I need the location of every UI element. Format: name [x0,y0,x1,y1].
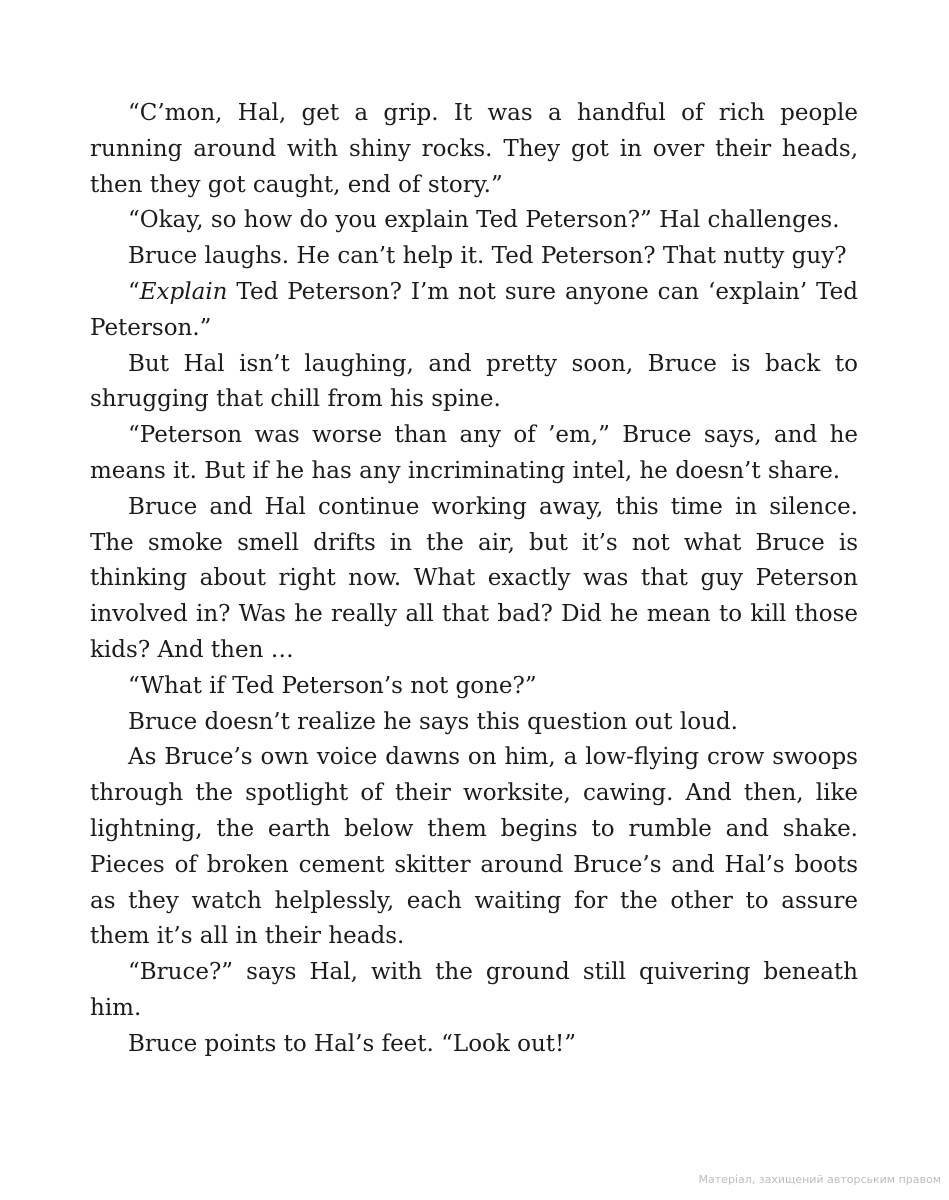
paragraph-8: “What if Ted Peterson’s not gone?” [128,672,537,699]
paragraph-3: Bruce laughs. He can’t help it. Ted Peterson? That nutty guy? [128,243,847,270]
paragraph-10: As Bruce’s own voice dawns on him, a low-flying crow swoops through the spotlight of their worksite, cawing. And then, like lightning, the earth below them begins to rumble and shake. Pieces of broken cement skitter around Bruce’s and Hal’s boots as they watch helplessly, each waiting for the other to assure them it’s all in their heads. [90,744,858,950]
paragraph-4-italic-word: Explain [139,278,228,305]
paragraph-4-open-quote: “ [128,278,140,305]
paragraph-12: Bruce points to Hal’s feet. “Look out!” [128,1030,577,1057]
paragraph-5: But Hal isn’t laughing, and pretty soon, Bruce is back to shrugging that chill from his spine. [90,350,858,413]
paragraph-9: Bruce doesn’t realize he says this question out loud. [128,708,738,735]
paragraph-11: “Bruce?” says Hal, with the ground still quivering beneath him. [90,959,858,1021]
paragraph-6: “Peterson was worse than any of ’em,” Bruce says, and he means it. But if he has any incriminating intel, he doesn’t share. [90,422,858,484]
paragraph-4 [90,275,858,347]
paragraph-7: Bruce and Hal continue working away, this time in silence. The smoke smell drifts in the air, but it’s not what Bruce is thinking about right now. What exactly was that guy Peterson involved in? Was he really all that bad? Did he mean to kill those kids? And then … [90,493,858,663]
paragraph-2: “Okay, so how do you explain Ted Peterson?” Hal challenges. [128,207,840,234]
book-page-text [90,96,858,1063]
copyright-watermark: Матеріал, захищений авторським правом [698,1173,941,1186]
paragraph-4-rest: Ted Peterson? I’m not sure anyone can ‘explain’ Ted Peterson.” [90,278,858,341]
paragraph-1: “C’mon, Hal, get a grip. It was a handful of rich people running around with shiny rocks. They got in over their heads, then they got caught, end of story.” [90,100,858,198]
